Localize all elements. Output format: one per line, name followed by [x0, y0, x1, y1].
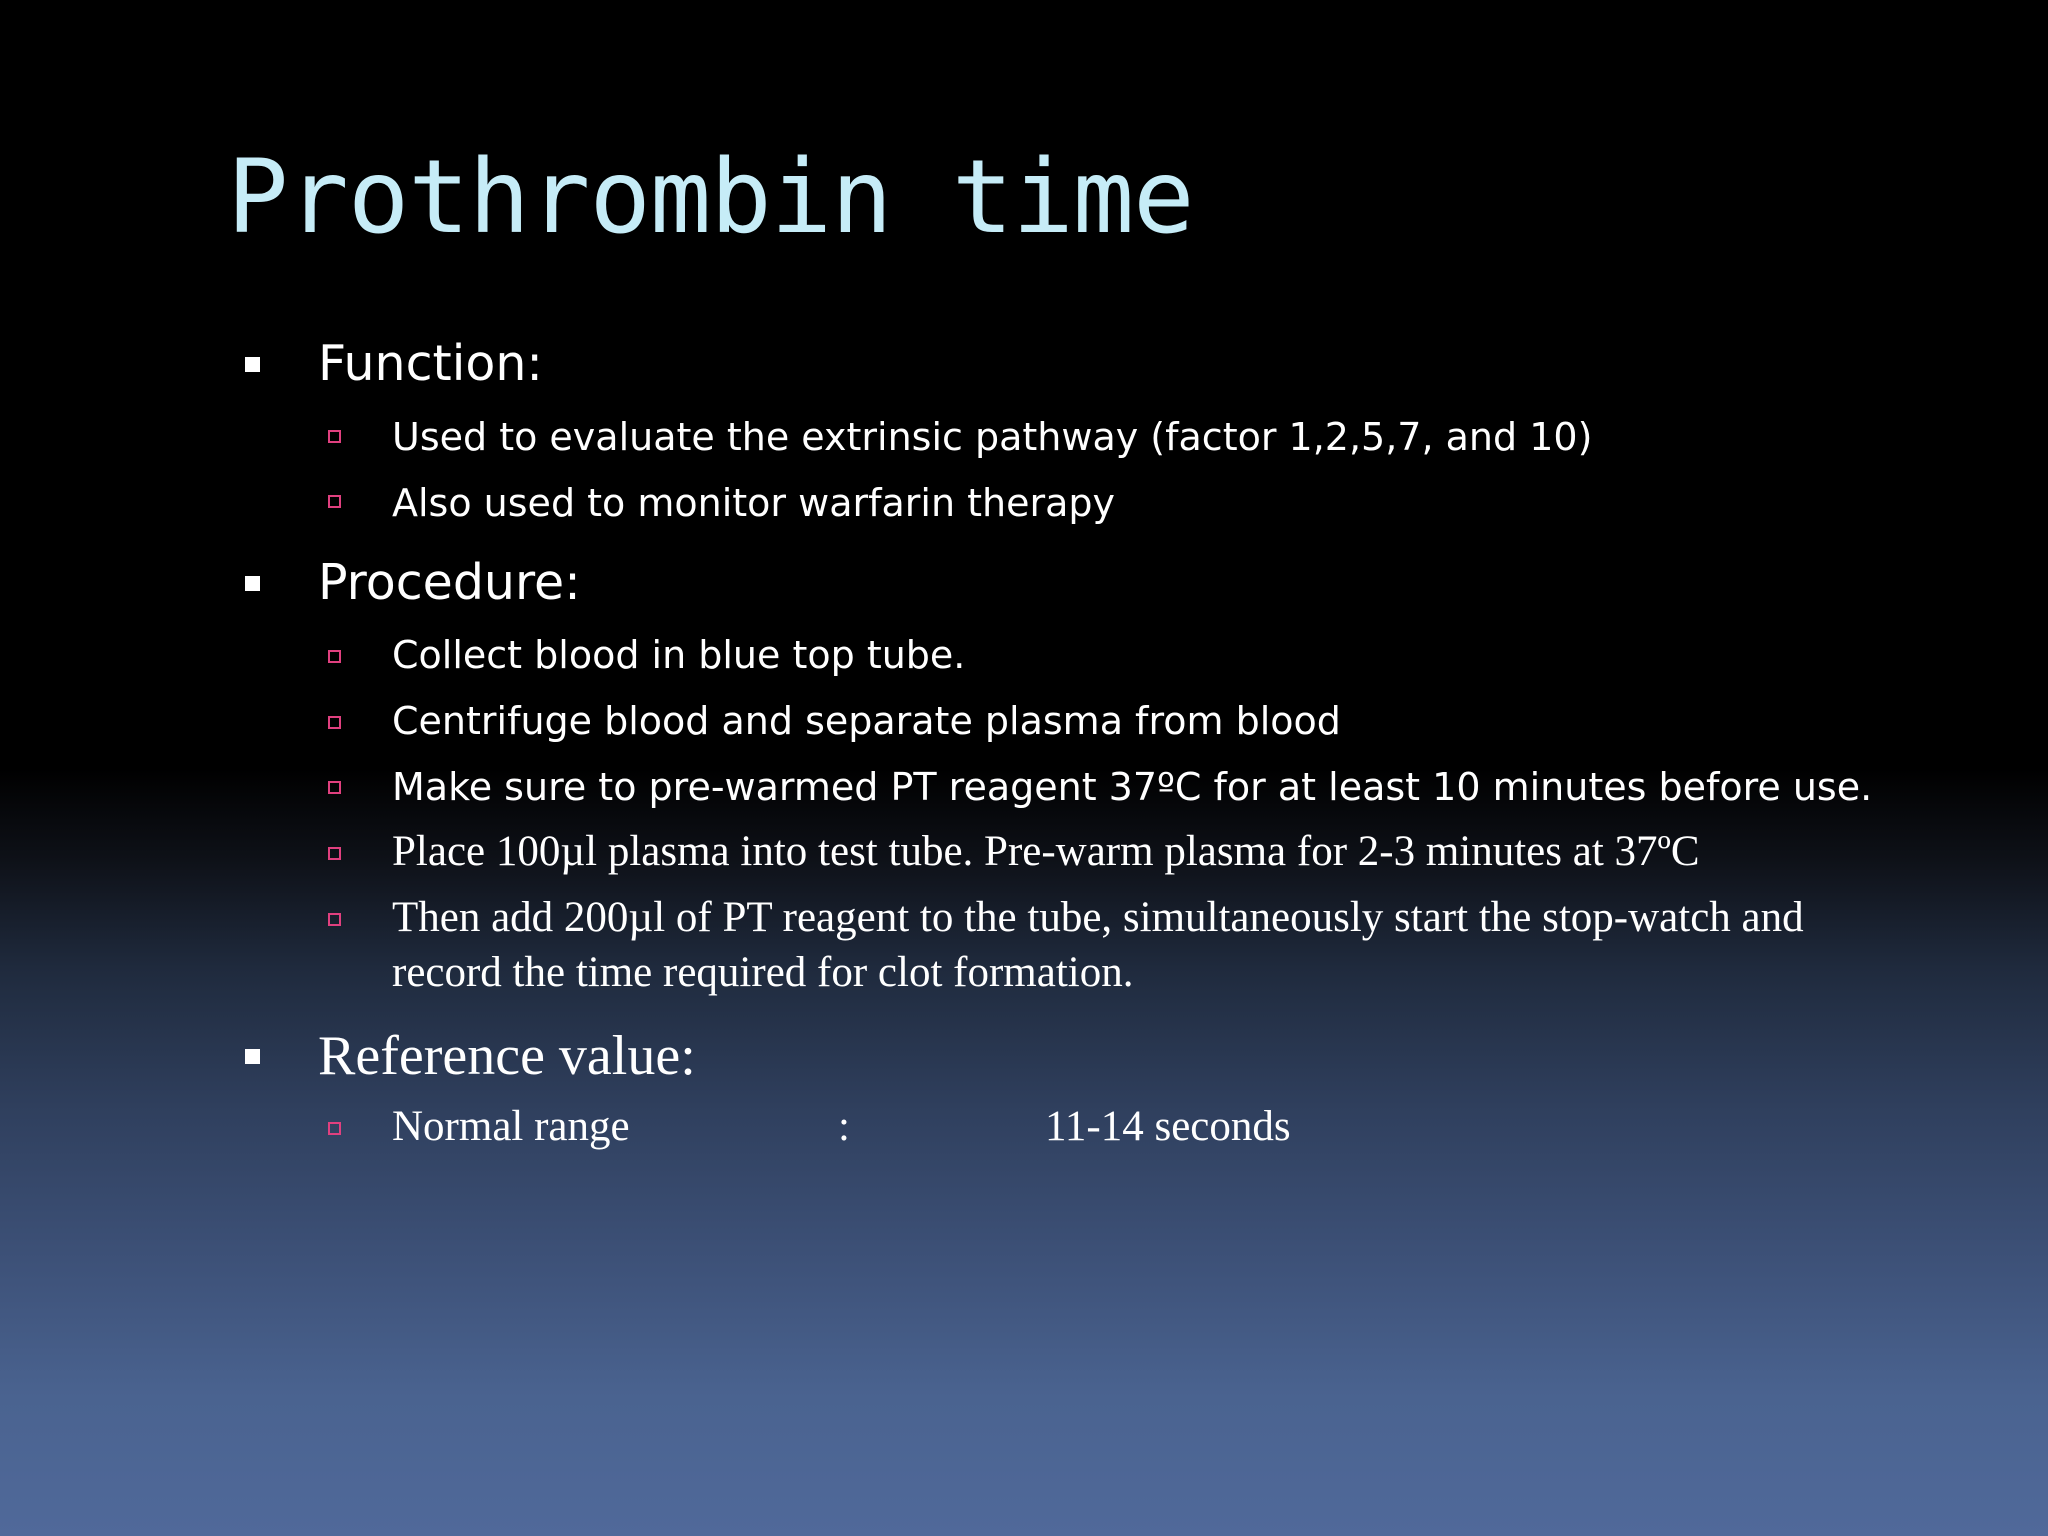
sub-bullet-square-icon [328, 430, 341, 443]
sub-bullet-square-icon [328, 913, 341, 926]
slide-title: Prothrombin time [227, 138, 1194, 257]
list-item: Used to evaluate the extrinsic pathway (factor 1,2,5,7, and 10) [392, 415, 1593, 459]
bullet-square-icon [245, 576, 260, 591]
list-item: Centrifuge blood and separate plasma from blood [392, 699, 1341, 743]
list-item: Place 100µl plasma into test tube. Pre-warm plasma for 2-3 minutes at 37ºC [392, 828, 1700, 875]
sub-bullet-square-icon [328, 650, 341, 663]
section-heading-function: Function: [318, 335, 543, 392]
bullet-square-icon [245, 357, 260, 372]
sub-bullet-square-icon [328, 716, 341, 729]
list-item-continuation: record the time required for clot formation. [392, 949, 1134, 996]
reference-label: Normal range [392, 1103, 630, 1150]
sub-bullet-square-icon [328, 1122, 341, 1135]
section-heading-procedure: Procedure: [318, 554, 581, 611]
sub-bullet-square-icon [328, 847, 341, 860]
list-item: Collect blood in blue top tube. [392, 633, 966, 677]
sub-bullet-square-icon [328, 781, 341, 794]
reference-value: 11-14 seconds [1045, 1103, 1291, 1150]
bullet-square-icon [245, 1049, 260, 1064]
list-item: Also used to monitor warfarin therapy [392, 481, 1116, 525]
reference-separator: : [838, 1103, 850, 1150]
sub-bullet-square-icon [328, 495, 341, 508]
list-item: Then add 200µl of PT reagent to the tube, simultaneously start the stop-watch and [392, 894, 1804, 941]
section-heading-reference-value: Reference value: [318, 1025, 696, 1087]
list-item: Make sure to pre-warmed PT reagent 37ºC for at least 10 minutes before use. [392, 765, 1873, 809]
